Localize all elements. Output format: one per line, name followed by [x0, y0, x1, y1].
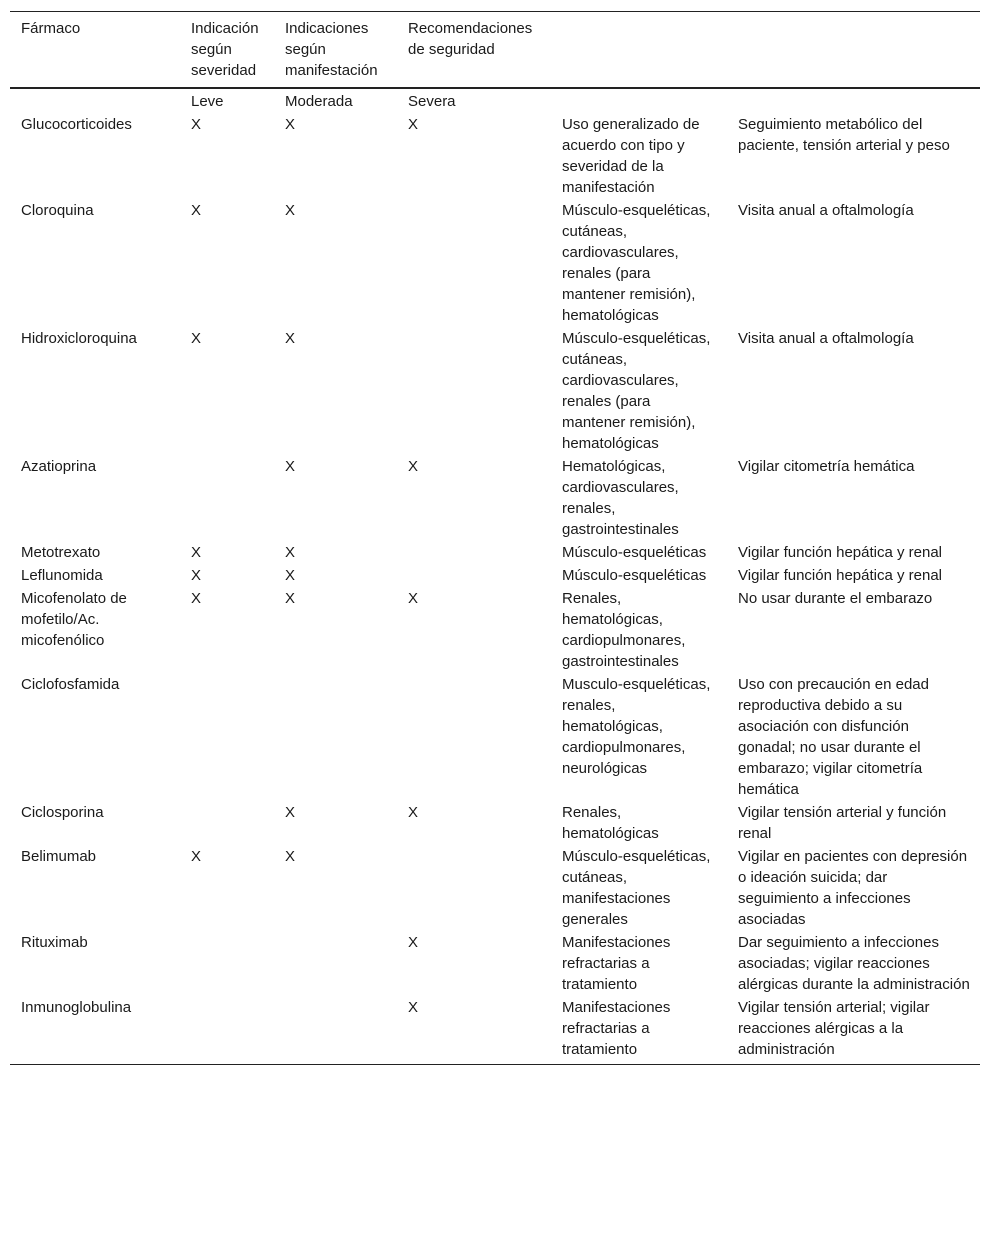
table-row [10, 587, 980, 673]
table-row [10, 845, 980, 931]
cell-seguridad: Vigilar tensión arterial y función renal [738, 804, 947, 842]
cell-moderada [274, 996, 397, 1065]
subheader-leve: Leve [191, 93, 224, 110]
cell-farmaco: Belimumab [21, 848, 97, 865]
cell-seguridad: Visita anual a oftalmología [738, 330, 914, 347]
cell-moderada: X [285, 804, 296, 821]
cell-severa: X [408, 934, 419, 951]
header-row [10, 12, 980, 89]
cell-leve [180, 673, 274, 801]
cell-leve [180, 801, 274, 845]
header-recomendaciones: Recomendaciones de seguridad [408, 20, 533, 58]
cell-manifestacion: Musculo-esqueléticas, renales, hematológicas, cardiopulmonares, neurológicas [562, 676, 711, 777]
cell-moderada: X [285, 567, 296, 584]
table-row [10, 564, 980, 587]
cell-leve: X [191, 590, 202, 607]
cell-severa: X [408, 804, 419, 821]
cell-severa: X [408, 999, 419, 1016]
header-col6 [727, 12, 980, 89]
cell-manifestacion: Músculo-esqueléticas, cutáneas, cardiovasculares, renales (para mantener remisión), hematológicas [562, 202, 711, 324]
cell-farmaco: Inmunoglobulina [21, 999, 132, 1016]
table-row [10, 673, 980, 801]
cell-seguridad: Vigilar tensión arterial; vigilar reacciones alérgicas a la administración [738, 999, 930, 1058]
cell-leve: X [191, 848, 202, 865]
cell-farmaco: Glucocorticoides [21, 116, 132, 133]
cell-farmaco: Ciclofosfamida [21, 676, 120, 693]
subheader-severa: Severa [408, 93, 456, 110]
cell-moderada: X [285, 544, 296, 561]
cell-farmaco: Metotrexato [21, 544, 101, 561]
cell-severa: X [408, 116, 419, 133]
cell-manifestacion: Músculo-esqueléticas [562, 544, 707, 561]
cell-moderada: X [285, 330, 296, 347]
cell-farmaco: Cloroquina [21, 202, 94, 219]
cell-moderada [274, 673, 397, 801]
cell-leve: X [191, 116, 202, 133]
table-row [10, 931, 980, 996]
subheader-moderada: Moderada [285, 93, 353, 110]
cell-seguridad: Vigilar en pacientes con depresión o ideación suicida; dar seguimiento a infecciones asociadas [738, 848, 968, 928]
cell-seguridad: Visita anual a oftalmología [738, 202, 914, 219]
cell-farmaco: Azatioprina [21, 458, 97, 475]
drug-table-container [10, 11, 980, 1065]
cell-manifestacion: Manifestaciones refractarias a tratamiento [562, 999, 671, 1058]
table-row [10, 541, 980, 564]
cell-seguridad: Vigilar función hepática y renal [738, 567, 943, 584]
cell-manifestacion: Uso generalizado de acuerdo con tipo y severidad de la manifestación [562, 116, 700, 196]
cell-severa [397, 564, 551, 587]
cell-severa [397, 327, 551, 455]
table-row [10, 327, 980, 455]
cell-moderada: X [285, 116, 296, 133]
drug-table [10, 11, 980, 1065]
cell-manifestacion: Renales, hematológicas [562, 804, 659, 842]
table-row [10, 113, 980, 199]
table-row [10, 801, 980, 845]
cell-seguridad: Vigilar función hepática y renal [738, 544, 943, 561]
cell-manifestacion: Músculo-esqueléticas [562, 567, 707, 584]
cell-leve [180, 455, 274, 541]
cell-seguridad: Uso con precaución en edad reproductiva debido a su asociación con disfunción gonadal; no usar durante el embarazo; vigilar citometría hemática [738, 676, 929, 798]
header-indicacion-severidad: Indicación según severidad [191, 20, 259, 79]
cell-severa: X [408, 590, 419, 607]
cell-seguridad: Seguimiento metabólico del paciente, tensión arterial y peso [738, 116, 950, 154]
cell-severa [397, 673, 551, 801]
table-row [10, 455, 980, 541]
cell-leve: X [191, 567, 202, 584]
cell-severa [397, 199, 551, 327]
cell-manifestacion: Manifestaciones refractarias a tratamiento [562, 934, 671, 993]
cell-seguridad: No usar durante el embarazo [738, 590, 933, 607]
cell-seguridad: Dar seguimiento a infecciones asociadas; vigilar reacciones alérgicas durante la administración [738, 934, 970, 993]
cell-leve [180, 931, 274, 996]
cell-moderada: X [285, 458, 296, 475]
cell-leve: X [191, 544, 202, 561]
table-header [10, 12, 980, 89]
subheader-row [10, 88, 980, 113]
cell-severa [397, 541, 551, 564]
cell-seguridad: Vigilar citometría hemática [738, 458, 915, 475]
header-indicaciones-manifestacion: Indicaciones según manifestación [285, 20, 378, 79]
cell-farmaco: Ciclosporina [21, 804, 104, 821]
cell-moderada: X [285, 202, 296, 219]
cell-moderada [274, 931, 397, 996]
cell-severa [397, 845, 551, 931]
cell-manifestacion: Renales, hematológicas, cardiopulmonares, gastrointestinales [562, 590, 686, 670]
table-body [10, 88, 980, 1065]
table-row [10, 996, 980, 1065]
cell-farmaco: Hidroxicloroquina [21, 330, 137, 347]
cell-leve [180, 996, 274, 1065]
cell-moderada: X [285, 590, 296, 607]
cell-manifestacion: Hematológicas, cardiovasculares, renales, gastrointestinales [562, 458, 679, 538]
table-row [10, 199, 980, 327]
cell-manifestacion: Músculo-esqueléticas, cutáneas, manifestaciones generales [562, 848, 711, 928]
cell-farmaco: Leflunomida [21, 567, 103, 584]
header-farmaco: Fármaco [21, 20, 81, 37]
header-col5 [551, 12, 727, 89]
cell-manifestacion: Músculo-esqueléticas, cutáneas, cardiovasculares, renales (para mantener remisión), hematológicas [562, 330, 711, 452]
cell-leve: X [191, 330, 202, 347]
cell-leve: X [191, 202, 202, 219]
cell-farmaco: Micofenolato de mofetilo/Ac. micofenólico [21, 590, 127, 649]
cell-severa: X [408, 458, 419, 475]
cell-moderada: X [285, 848, 296, 865]
cell-farmaco: Rituximab [21, 934, 88, 951]
